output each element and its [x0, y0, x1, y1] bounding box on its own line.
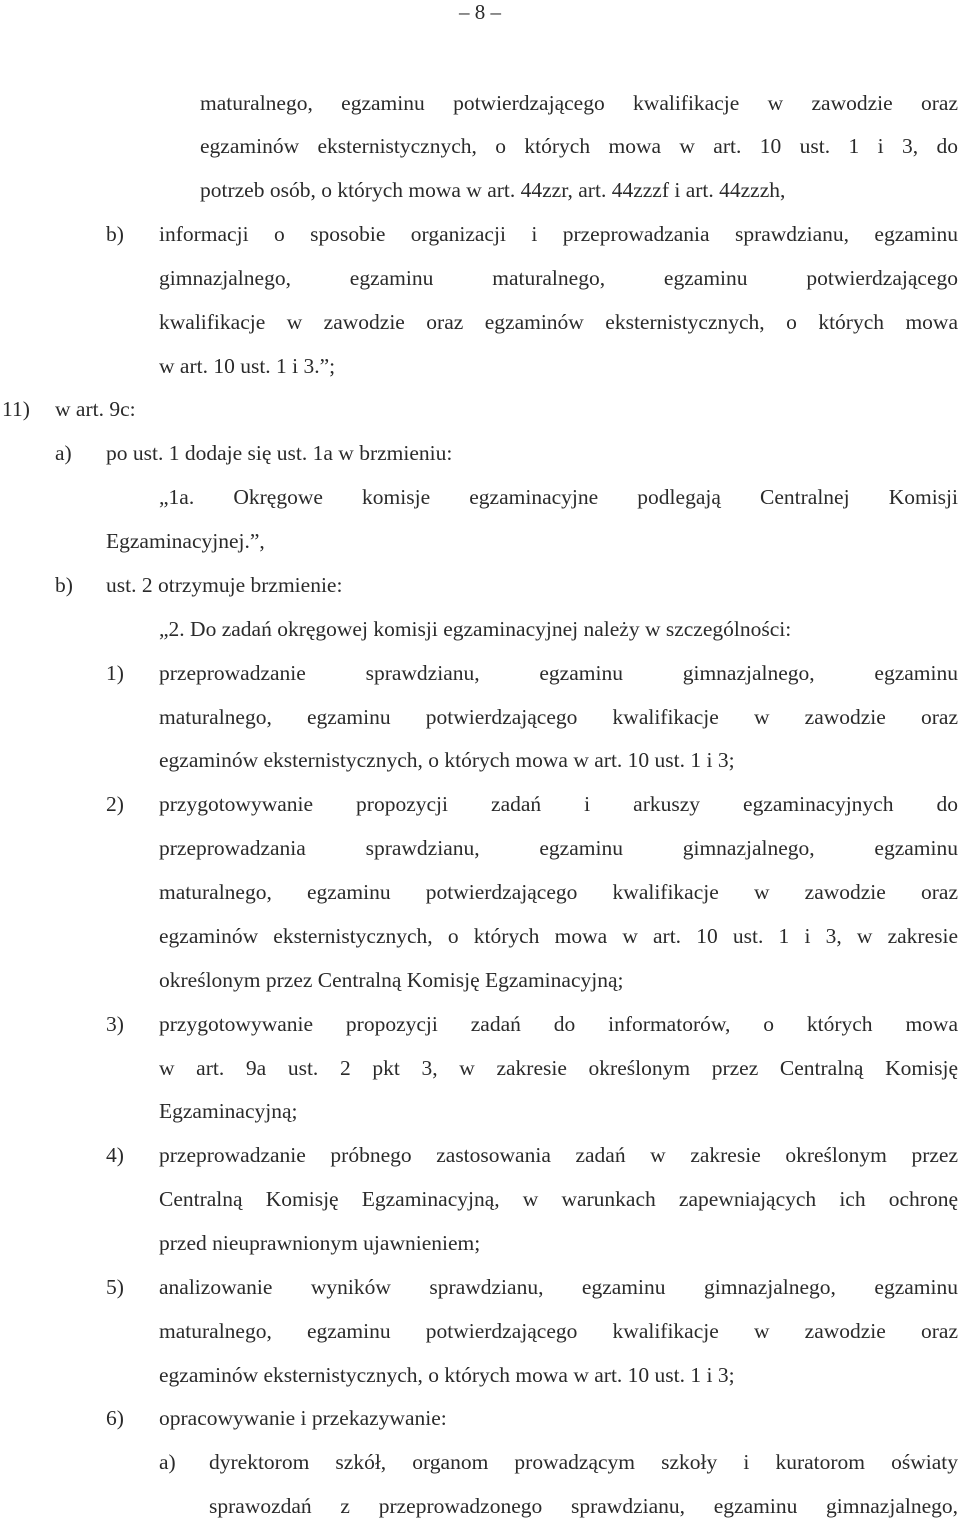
list-marker: 2) — [106, 792, 124, 816]
line-text: przeprowadzanie sprawdzianu, egzaminu gimnazjalnego, egzaminu — [159, 661, 958, 685]
text-line — [0, 124, 960, 168]
list-item — [0, 1396, 960, 1440]
list-marker: a) — [55, 441, 72, 465]
line-text: Egzaminacyjnej.”, — [106, 529, 265, 553]
line-text: po ust. 1 dodaje się ust. 1a w brzmieniu: — [106, 441, 453, 465]
line-text: gimnazjalnego, egzaminu maturalnego, egzaminu potwierdzającego — [159, 266, 958, 290]
text-line — [0, 344, 960, 388]
line-text: przeprowadzanie próbnego zastosowania zadań w zakresie określonym przez — [159, 1143, 958, 1167]
text-line — [0, 826, 960, 870]
line-text: ust. 2 otrzymuje brzmienie: — [106, 573, 343, 597]
list-marker: 5) — [106, 1275, 124, 1299]
line-text: maturalnego, egzaminu potwierdzającego kwalifikacje w zawodzie oraz — [159, 880, 958, 904]
list-marker: 4) — [106, 1143, 124, 1167]
list-marker: 6) — [106, 1406, 124, 1430]
text-line — [0, 1046, 960, 1090]
line-text: egzaminów eksternistycznych, o których mowa w art. 10 ust. 1 i 3; — [159, 748, 735, 772]
line-text: Centralną Komisję Egzaminacyjną, w warunkach zapewniających ich ochronę — [159, 1187, 958, 1211]
line-text: analizowanie wyników sprawdzianu, egzaminu gimnazjalnego, egzaminu — [159, 1275, 958, 1299]
list-item — [0, 1002, 960, 1046]
line-text: maturalnego, egzaminu potwierdzającego kwalifikacje w zawodzie oraz — [200, 91, 958, 115]
list-marker: b) — [55, 573, 73, 597]
text-line — [0, 1484, 960, 1521]
list-marker: 3) — [106, 1012, 124, 1036]
line-text: przeprowadzania sprawdzianu, egzaminu gimnazjalnego, egzaminu — [159, 836, 958, 860]
text-line — [0, 1309, 960, 1353]
text-line — [0, 695, 960, 739]
line-text: maturalnego, egzaminu potwierdzającego kwalifikacje w zawodzie oraz — [159, 1319, 958, 1343]
text-line — [0, 607, 960, 651]
line-text: „1a. Okręgowe komisje egzaminacyjne podlegają Centralnej Komisji — [159, 485, 958, 509]
line-text: „2. Do zadań okręgowej komisji egzaminacyjnej należy w szczególności: — [159, 617, 792, 641]
line-text: w art. 9a ust. 2 pkt 3, w zakresie określonym przez Centralną Komisję — [159, 1056, 958, 1080]
line-text: Egzaminacyjną; — [159, 1099, 298, 1123]
line-text: sprawozdań z przeprowadzonego sprawdzianu, egzaminu gimnazjalnego, — [209, 1494, 958, 1518]
line-text: informacji o sposobie organizacji i przeprowadzania sprawdzianu, egzaminu — [159, 222, 958, 246]
list-item — [0, 212, 960, 256]
line-text: egzaminów eksternistycznych, o których mowa w art. 10 ust. 1 i 3, w zakresie — [159, 924, 958, 948]
text-line — [0, 168, 960, 212]
list-marker: 1) — [106, 661, 124, 685]
text-line — [0, 256, 960, 300]
line-text: w art. 10 ust. 1 i 3.”; — [159, 354, 336, 378]
text-line — [0, 81, 960, 125]
line-text: opracowywanie i przekazywanie: — [159, 1406, 447, 1430]
text-line — [0, 475, 960, 519]
text-line — [0, 958, 960, 1002]
list-item — [0, 1265, 960, 1309]
list-item — [0, 1133, 960, 1177]
line-text: przygotowywanie propozycji zadań i arkuszy egzaminacyjnych do — [159, 792, 958, 816]
text-line — [0, 1353, 960, 1397]
list-item — [0, 782, 960, 826]
list-marker: b) — [106, 222, 124, 246]
text-line — [0, 914, 960, 958]
line-text: w art. 9c: — [55, 397, 136, 421]
line-text: maturalnego, egzaminu potwierdzającego kwalifikacje w zawodzie oraz — [159, 705, 958, 729]
text-line — [0, 1221, 960, 1265]
text-line — [0, 738, 960, 782]
text-line — [0, 519, 960, 563]
line-text: kwalifikacje w zawodzie oraz egzaminów eksternistycznych, o których mowa — [159, 310, 958, 334]
text-line — [0, 870, 960, 914]
text-line — [0, 1177, 960, 1221]
line-text: egzaminów eksternistycznych, o których mowa w art. 10 ust. 1 i 3, do — [200, 134, 958, 158]
list-item — [0, 651, 960, 695]
list-item — [0, 563, 960, 607]
page-number: – 8 – — [459, 0, 501, 24]
text-line — [0, 300, 960, 344]
line-text: przed nieuprawnionym ujawnieniem; — [159, 1231, 481, 1255]
line-text: potrzeb osób, o których mowa w art. 44zzr, art. 44zzzf i art. 44zzzh, — [200, 178, 786, 202]
list-item — [0, 1440, 960, 1484]
list-item — [0, 387, 960, 431]
text-line — [0, 1089, 960, 1133]
list-marker: 11) — [2, 397, 30, 421]
line-text: przygotowywanie propozycji zadań do informatorów, o których mowa — [159, 1012, 958, 1036]
line-text: dyrektorom szkół, organom prowadzącym szkoły i kuratorom oświaty — [209, 1450, 958, 1474]
line-text: egzaminów eksternistycznych, o których mowa w art. 10 ust. 1 i 3; — [159, 1363, 735, 1387]
list-marker: a) — [159, 1450, 176, 1474]
list-item — [0, 431, 960, 475]
line-text: określonym przez Centralną Komisję Egzaminacyjną; — [159, 968, 624, 992]
